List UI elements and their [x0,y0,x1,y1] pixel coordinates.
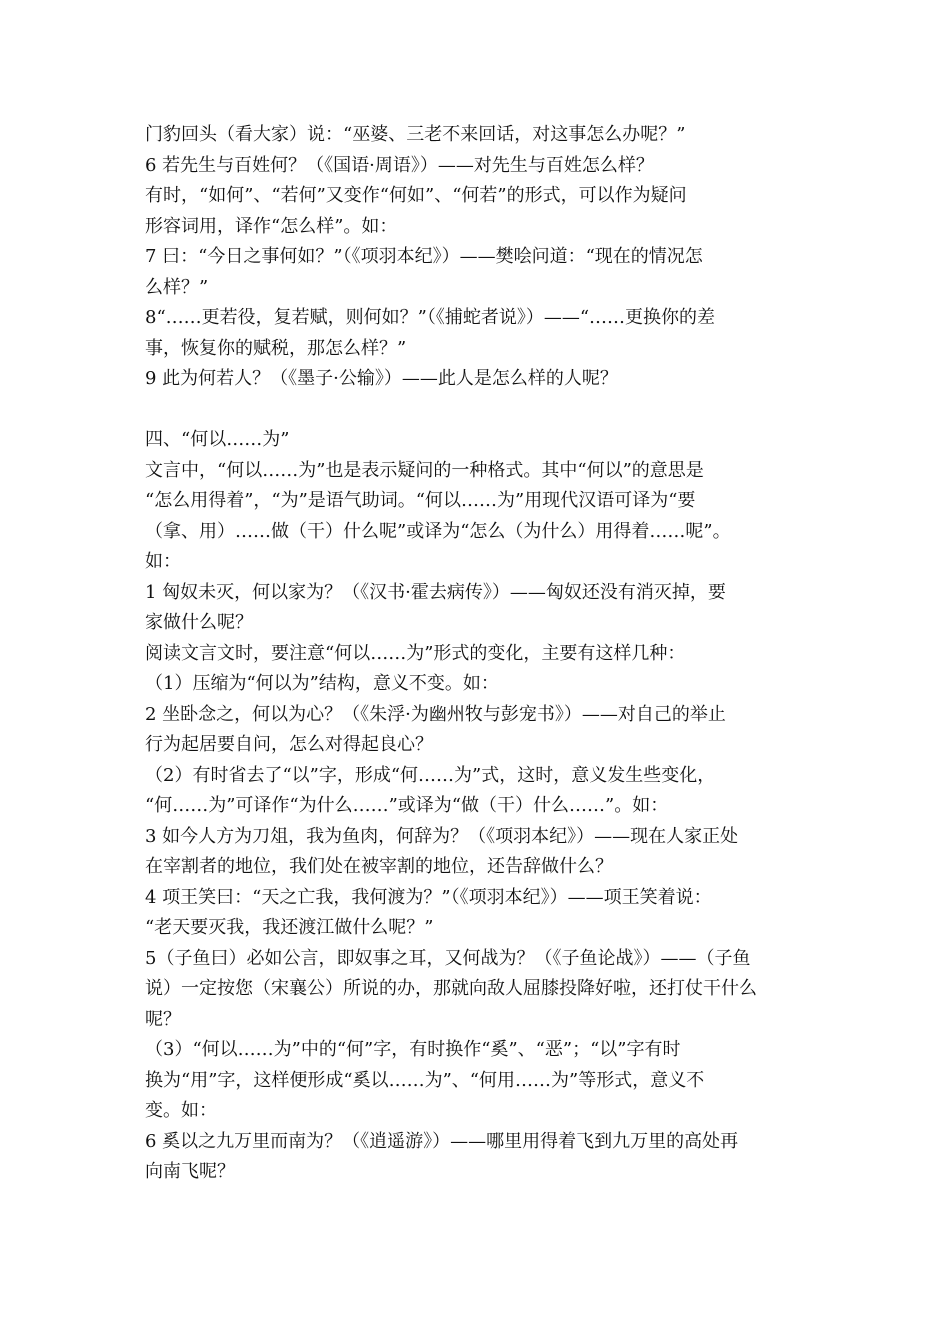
text-line: 门豹回头（看大家）说：“巫婆、三老不来回话，对这事怎么办呢？” [145,124,686,145]
text-line: 形容词用，译作“怎么样”。如： [145,215,398,237]
text-line: “何……为”可译作“为什么……”或译为“做（干）什么……”。如： [145,795,669,816]
text-line: 行为起居要自问，怎么对得起良心？ [145,734,433,755]
text-line: 6 奚以之九万里而南为？（《逍遥游》）——哪里用得着飞到九万里的高处再 [145,1130,739,1152]
section-heading: 四、“何以……为” [145,429,290,450]
text-line: 2 坐卧念之，何以为心？（《朱浮·为幽州牧与彭宠书》）——对自己的举止 [145,703,726,725]
text-line: 阅读文言文时，要注意“何以……为”形式的变化，主要有这样几种： [145,642,686,664]
blank-line [145,395,811,426]
text-line: 6 若先生与百姓何？（《国语·周语》）——对先生与百姓怎么样？ [145,154,654,176]
text-line: 8“……更若役，复若赋，则何如？”（《捕蛇者说》）——“……更换你的差 [145,307,716,328]
text-line: 有时，“如何”、“若何”又变作“何如”、“何若”的形式，可以作为疑问 [145,185,687,206]
text-line: （1）压缩为“何以为”结构，意义不变。如： [145,673,499,694]
text-line: （3）“何以……为”中的“何”字，有时换作“奚”、“恶”；“以”字有时 [145,1039,681,1060]
text-line: “老天要灭我，我还渡江做什么呢？” [145,917,434,938]
text-line: （2）有时省去了“以”字，形成“何……为”式，这时，意义发生些变化， [145,764,716,786]
text-line: 呢？ [145,1008,181,1030]
text-line: 换为“用”字，这样便形成“奚以……为”、“何用……为”等形式，意义不 [145,1069,705,1091]
text-line: 3 如今人方为刀俎，我为鱼肉，何辞为？（《项羽本纪》）——现在人家正处 [145,825,739,847]
text-line: 么样？” [145,276,209,298]
text-line: 事，恢复你的赋税，那怎么样？” [145,337,407,359]
text-line: 4 项王笑曰：“天之亡我，我何渡为？”（《项羽本纪》）——项王笑着说： [145,886,712,908]
text-line: 如： [145,551,181,572]
text-line: 7 曰：“今日之事何如？”（《项羽本纪》）——樊哙问道：“现在的情况怎 [145,246,703,267]
document-page [145,120,811,1188]
text-line: 9 此为何若人？（《墨子·公输》）——此人是怎么样的人呢？ [145,368,618,389]
text-line: 文言中，“何以……为”也是表示疑问的一种格式。其中“何以”的意思是 [145,459,704,481]
text-line: 变。如： [145,1100,217,1121]
text-line: 1 匈奴未灭，何以家为？（《汉书·霍去病传》）——匈奴还没有消灭掉，要 [145,581,726,603]
text-line: 说）一定按您（宋襄公）所说的办，那就向敌人屈膝投降好啦，还打仗干什么 [145,978,757,999]
text-line: （拿、用）……做（干）什么呢”或译为“怎么（为什么）用得着……呢”。 [145,520,731,542]
text-line: “怎么用得着”，“为”是语气助词。“何以……为”用现代汉语可译为“要 [145,490,696,511]
text-line: 5（子鱼曰）必如公言，即奴事之耳，又何战为？（《子鱼论战》）——（子鱼 [145,947,751,969]
text-line: 向南飞呢？ [145,1161,235,1182]
text-line: 在宰割者的地位，我们处在被宰割的地位，还告辞做什么？ [145,856,613,877]
text-line: 家做什么呢？ [145,612,253,633]
